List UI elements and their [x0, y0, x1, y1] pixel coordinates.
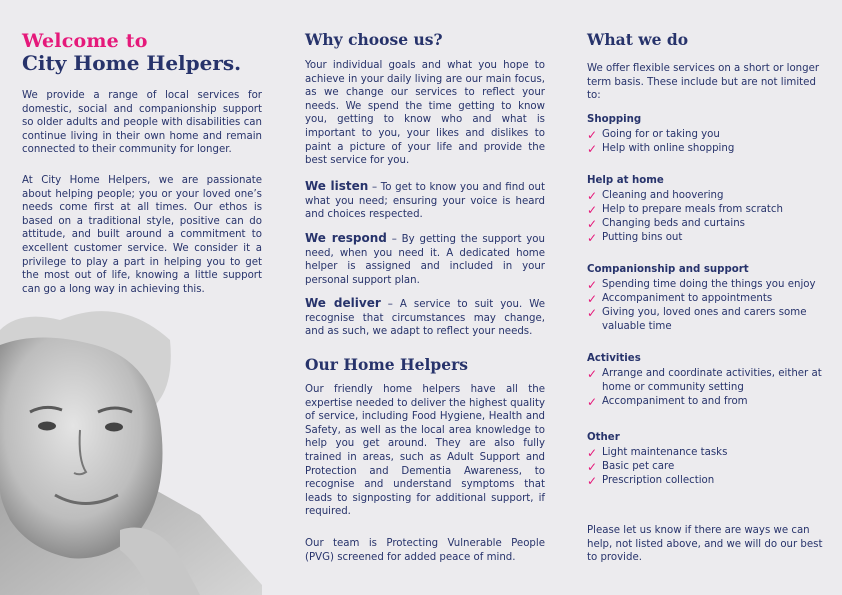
respond-text: By getting the support you need, when you need it. A dedicated home helper is assigned and included in your personal support plan.	[305, 234, 545, 286]
section-title-companionship: Companionship and support	[587, 264, 749, 275]
list-item: ✓ Cleaning and hoovering	[587, 189, 724, 203]
brand-title: City Home Helpers.	[22, 51, 242, 75]
check-icon: ✓	[587, 203, 598, 217]
list-item: ✓ Help to prepare meals from scratch	[587, 203, 783, 217]
respond-paragraph: We respond – By getting the support you need, when you need it. A dedicated home helper is assigned and included in your personal support plan.	[305, 231, 545, 286]
respond-lead: We respond	[305, 231, 387, 245]
activities-list	[587, 367, 827, 409]
check-icon: ✓	[587, 306, 598, 320]
list-item: ✓ Accompaniment to and from	[587, 395, 748, 409]
check-icon: ✓	[587, 278, 598, 292]
shopping-list	[587, 128, 827, 156]
list-item: ✓ Giving you, loved ones and carers some valuable time	[587, 306, 807, 332]
check-icon: ✓	[587, 189, 598, 203]
listen-lead: We listen	[305, 179, 369, 193]
check-icon: ✓	[587, 446, 598, 460]
why-heading: Why choose us?	[305, 30, 443, 49]
other-list	[587, 446, 827, 488]
services-intro: We offer flexible services on a short or longer term basis. These include but are not limited to:	[587, 63, 820, 102]
list-item: ✓ Accompaniment to appointments	[587, 292, 773, 306]
listen-paragraph: We listen – To get to know you and find out what you need; ensuring your voice is heard and choices respected.	[305, 179, 545, 221]
list-item: ✓ Changing beds and curtains	[587, 217, 745, 231]
list-item: ✓ Going for or taking you	[587, 128, 720, 142]
why-paragraph: Your individual goals and what you hope to achieve in your daily living are our main focus, as we change our services to reflect your needs. We spend the time getting to know you, getting to know who and what is important to you, your likes and dislikes to paint a picture of your life and provide the best service for you.	[305, 60, 545, 167]
pvg-paragraph: Our team is Protecting Vulnerable People (PVG) screened for added peace of mind.	[305, 538, 545, 563]
listen-text: To get to know you and find out what you need; ensuring your voice is heard and choices respected.	[305, 182, 545, 221]
check-icon: ✓	[587, 128, 598, 142]
check-icon: ✓	[587, 217, 598, 231]
check-icon: ✓	[587, 142, 598, 156]
companionship-list	[587, 278, 827, 334]
list-item: ✓ Arrange and coordinate activities, either at home or community setting	[587, 367, 822, 393]
check-icon: ✓	[587, 367, 598, 381]
list-item: ✓ Spending time doing the things you enjoy	[587, 278, 816, 292]
deliver-lead: We deliver	[305, 296, 381, 310]
welcome-heading: Welcome to	[22, 30, 148, 52]
check-icon: ✓	[587, 292, 598, 306]
help-at-home-list	[587, 189, 827, 245]
section-title-shopping: Shopping	[587, 114, 642, 125]
check-icon: ✓	[587, 231, 598, 245]
elderly-woman-photo	[0, 300, 262, 595]
deliver-text: A service to suit you. We recognise that circumstances may change, and as such, we adapt to reflect your needs.	[305, 299, 546, 338]
list-item: ✓ Help with online shopping	[587, 142, 735, 156]
list-item: ✓ Prescription collection	[587, 474, 715, 488]
list-item: ✓ Light maintenance tasks	[587, 446, 728, 460]
section-title-help-at-home: Help at home	[587, 175, 664, 186]
deliver-paragraph: We deliver – A service to suit you. We recognise that circumstances may change, and as such, we adapt to reflect your needs.	[305, 296, 546, 338]
section-title-activities: Activities	[587, 353, 641, 364]
ethos-paragraph: At City Home Helpers, we are passionate about helping people; you or your loved one’s needs come first at all times. Our ethos is based on a traditional style, positive can do attitude, and built around a commitment to excellent customer service. We consider it a privilege to play a part in helping you to get the most out of life, knowing a little support can go a long way in achieving this.	[22, 175, 262, 295]
helpers-heading: Our Home Helpers	[305, 355, 468, 374]
list-item: ✓ Basic pet care	[587, 460, 675, 474]
section-title-other: Other	[587, 432, 620, 443]
helpers-paragraph: Our friendly home helpers have all the expertise needed to deliver the highest quality of service, including Food Hygiene, Health and Safety, as well as the local area knowledge to help you get around. They are also fully trained in areas, such as Adult Support and Protection and Dementia Awareness, to recognise and understand symptoms that leads to signposting for additional support, if required.	[305, 384, 545, 518]
intro-paragraph: We provide a range of local services for domestic, social and companionship support so older adults and people with disabilities can continue living in their own home and remain connected to their community for longer.	[22, 90, 262, 156]
why-column	[305, 0, 545, 595]
services-outro: Please let us know if there are ways we can help, not listed above, and we will do our best to provide.	[587, 525, 823, 564]
list-item: ✓ Putting bins out	[587, 231, 683, 245]
what-we-do-heading: What we do	[587, 30, 689, 49]
services-column	[587, 0, 827, 595]
check-icon: ✓	[587, 395, 598, 409]
check-icon: ✓	[587, 460, 598, 474]
check-icon: ✓	[587, 474, 598, 488]
